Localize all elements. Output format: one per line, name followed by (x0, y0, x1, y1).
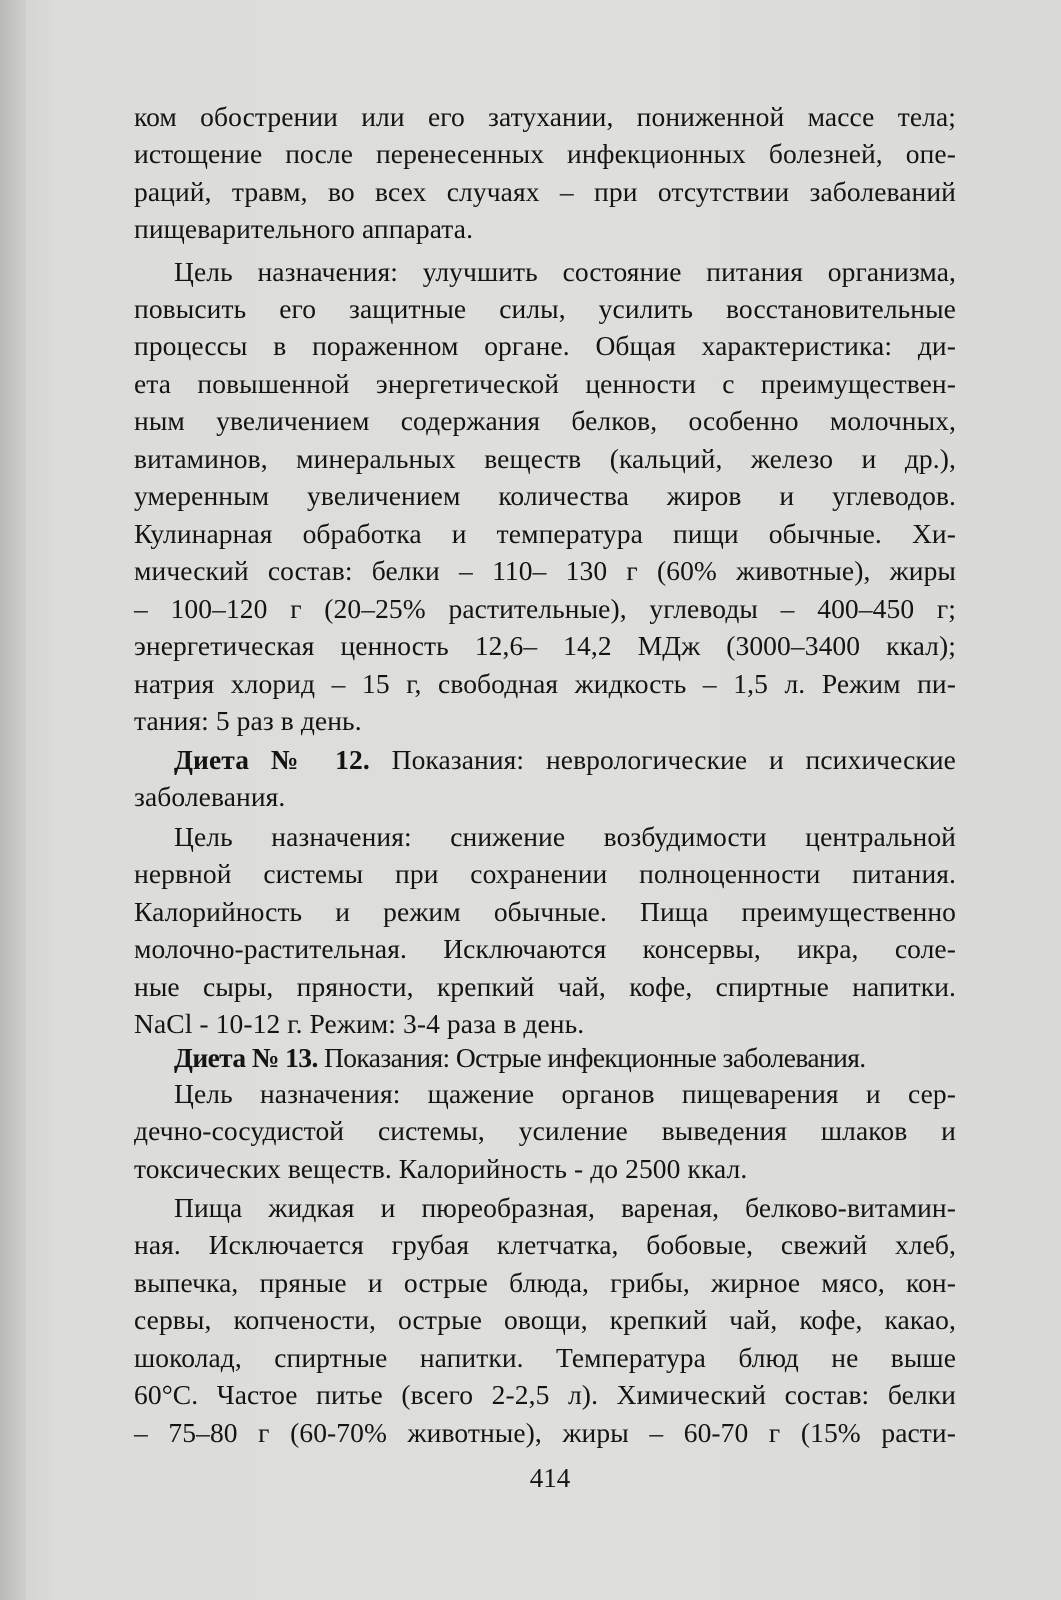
text-line: ным увеличением содержания белков, особенно молочных, (134, 405, 956, 436)
text-line: ком обострении или его затухании, пониженной массе тела; (134, 101, 956, 132)
text-span: Показания: неврологические и психические (391, 744, 956, 775)
text-line: шоколад, спиртные напитки. Температура блюд не выше (134, 1342, 956, 1373)
text-span: Показания: Острые инфекционные заболевания. (324, 1042, 866, 1073)
text-line: ета повышенной энергетической ценности с преимуществен- (134, 368, 956, 399)
text-line: Цель назначения: снижение возбудимости центральной (174, 821, 956, 852)
text-line: витаминов, минеральных веществ (кальций, железо и др.), (134, 443, 956, 474)
text-line: 60°С. Частое питье (всего 2-2,5 л). Химический состав: белки (134, 1379, 956, 1410)
text-line: дечно-сосудистой системы, усиление выведения шлаков и (134, 1115, 956, 1146)
text-line: тания: 5 раз в день. (134, 705, 362, 736)
diet-12-heading: Диета № 12. (174, 744, 370, 775)
diet-13-line (174, 1040, 866, 1076)
text-line: NaCl - 10-12 г. Режим: 3-4 раза в день. (134, 1008, 585, 1039)
text-line: выпечка, пряные и острые блюда, грибы, жирное мясо, кон- (134, 1267, 956, 1298)
page-number: 414 (529, 1463, 571, 1493)
spine-shadow (0, 0, 26, 1600)
text-line: сервы, копчености, острые овощи, крепкий чай, кофе, какао, (134, 1304, 956, 1335)
text-line: энергетическая ценность 12,6– 14,2 МДж (3000–3400 ккал); (134, 630, 956, 661)
text-line: ные сыры, пряности, крепкий чай, кофе, спиртные напитки. (134, 971, 956, 1002)
text-line: Пища жидкая и пюреобразная, вареная, белково-витамин- (174, 1192, 956, 1223)
text-line: умеренным увеличением количества жиров и углеводов. (134, 480, 956, 511)
diet-12-line (174, 742, 956, 778)
text-line: истощение после перенесенных инфекционных болезней, опе- (134, 138, 956, 169)
text-line: мический состав: белки – 110– 130 г (60% животные), жиры (134, 555, 956, 586)
text-line: Кулинарная обработка и температура пищи обычные. Хи- (134, 518, 956, 549)
diet-13-heading: Диета № 13. (174, 1042, 318, 1073)
text-line: – 100–120 г (20–25% растительные), углеводы – 400–450 г; (134, 593, 956, 624)
text-line: заболевания. (134, 781, 286, 812)
text-line: Цель назначения: щажение органов пищеварения и сер- (174, 1078, 956, 1109)
text-line: Калорийность и режим обычные. Пища преимущественно (134, 896, 956, 927)
text-line: токсических веществ. Калорийность - до 2500 ккал. (134, 1153, 748, 1184)
text-line: молочно-растительная. Исключаются консервы, икра, соле- (134, 933, 956, 964)
text-line: натрия хлорид – 15 г, свободная жидкость – 1,5 л. Режим пи- (134, 668, 956, 699)
text-line: пищеварительного аппарата. (134, 213, 474, 244)
text-line: раций, травм, во всех случаях – при отсутствии заболеваний (134, 176, 956, 207)
text-line: – 75–80 г (60-70% животные), жиры – 60-70 г (15% расти- (134, 1417, 956, 1448)
text-line: Цель назначения: улучшить состояние питания организма, (174, 256, 956, 287)
text-line: процессы в пораженном органе. Общая характеристика: ди- (134, 330, 956, 361)
text-line: нервной системы при сохранении полноценности питания. (134, 858, 956, 889)
text-line: ная. Исключается грубая клетчатка, бобовые, свежий хлеб, (134, 1229, 956, 1260)
text-line: повысить его защитные силы, усилить восстановительные (134, 293, 956, 324)
